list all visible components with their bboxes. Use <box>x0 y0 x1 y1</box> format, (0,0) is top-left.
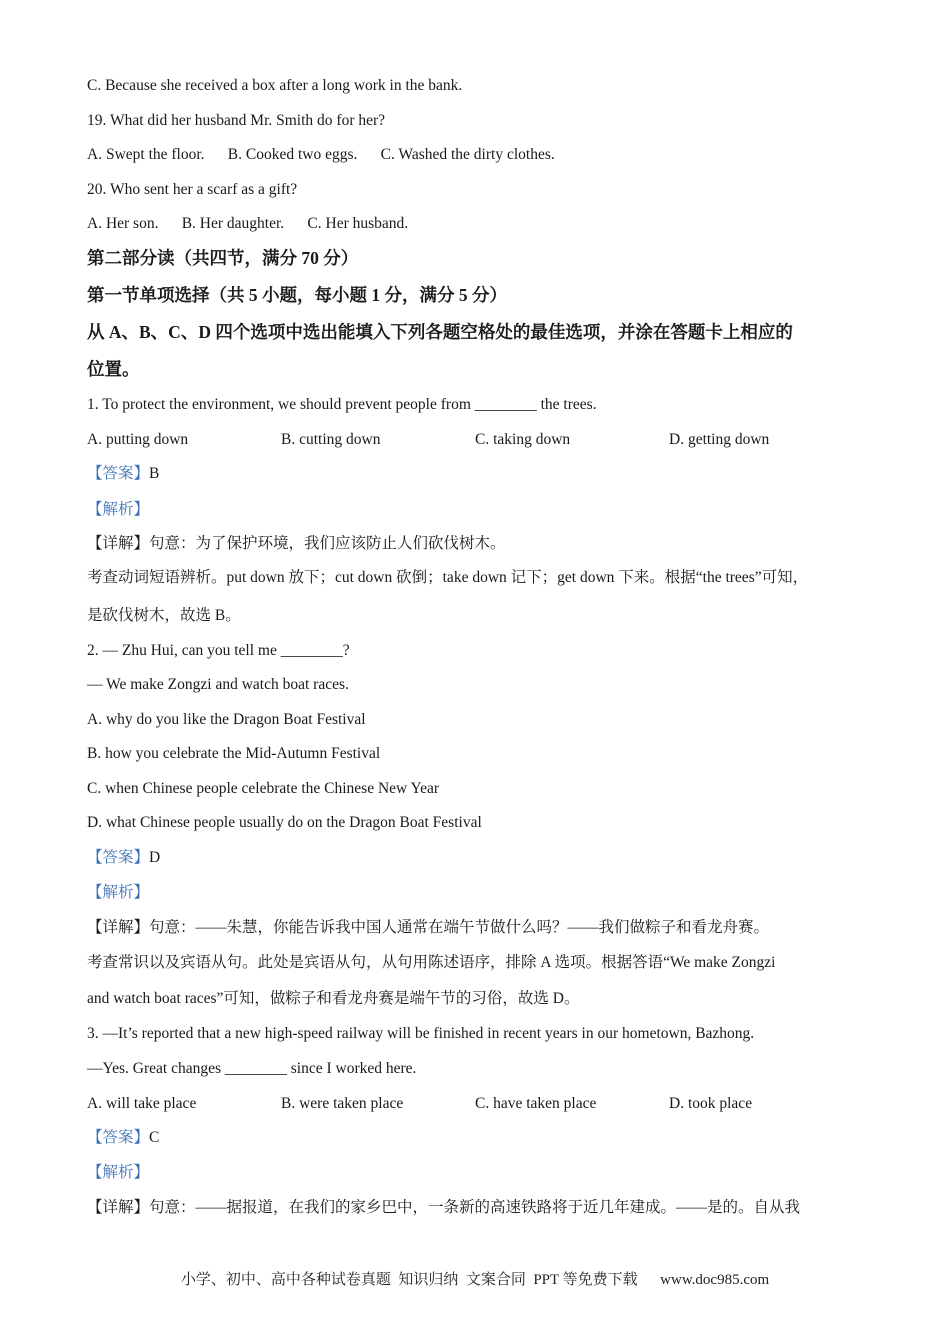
answer-tag: 【答案】 <box>87 465 150 482</box>
detail-2 <box>87 918 769 938</box>
answer-value: C <box>149 1129 160 1146</box>
detail-text: 句意：为了保护环境，我们应该防止人们砍伐树木。 <box>149 535 506 552</box>
detail-text: 句意：——据报道，在我们的家乡巴中，一条新的高速铁路将于近几年建成。——是的。自从我 <box>149 1199 801 1216</box>
question-3: 3. —It’s reported that a new high-speed railway will be finished in recent years in our hometown, Bazhong. <box>87 1025 755 1042</box>
answer-tag: 【答案】 <box>87 849 150 866</box>
explanation-1b: 是砍伐树木，故选 B。 <box>87 607 241 624</box>
question-19: 19. What did her husband Mr. Smith do for her? <box>87 112 386 129</box>
part-two-heading: 第二部分读（共四节，满分 70 分） <box>87 248 359 268</box>
detail-tag: 【详解】 <box>87 535 150 552</box>
q3-option-d: D. took place <box>669 1095 753 1112</box>
q20-options: A. Her son. B. Her daughter. C. Her husband. <box>87 215 409 232</box>
q2-option-a: A. why do you like the Dragon Boat Festival <box>87 711 366 728</box>
explanation-2a: 考查常识以及宾语从句。此处是宾语从句，从句用陈述语序，排除 A 选项。根据答语“We make Zongzi <box>87 954 776 971</box>
explanation-1a: 考查动词短语辨析。put down 放下；cut down 砍倒；take down 记下；get down 下来。根据“the trees”可知， <box>87 569 809 586</box>
answer-value: B <box>149 465 160 482</box>
instruction-line-1: 从 A、B、C、D 四个选项中选出能填入下列各题空格处的最佳选项，并涂在答题卡上相应的 <box>87 322 793 342</box>
analysis-tag-2: 【解析】 <box>87 884 150 901</box>
q19-options: A. Swept the floor. B. Cooked two eggs. C. Washed the dirty clothes. <box>87 146 555 163</box>
detail-tag: 【详解】 <box>87 1199 150 1216</box>
answer-tag: 【答案】 <box>87 1129 150 1146</box>
answer-2 <box>87 848 160 868</box>
question-2: 2. — Zhu Hui, can you tell me ________? <box>87 642 350 659</box>
detail-1 <box>87 534 506 554</box>
detail-3 <box>87 1198 800 1218</box>
q18-option-c: C. Because she received a box after a long work in the bank. <box>87 77 463 94</box>
answer-value: D <box>149 849 161 866</box>
q3-option-b: B. were taken place <box>281 1095 404 1112</box>
page-footer: 小学、初中、高中各种试卷真题 知识归纳 文案合同 PPT 等免费下载 www.doc985.com <box>180 1272 770 1288</box>
question-2-reply: — We make Zongzi and watch boat races. <box>87 676 349 693</box>
q2-option-d: D. what Chinese people usually do on the Dragon Boat Festival <box>87 814 482 831</box>
answer-3 <box>87 1128 159 1148</box>
explanation-2b: and watch boat races”可知，做粽子和看龙舟赛是端午节的习俗，故选 D。 <box>87 990 580 1007</box>
q3-option-a: A. will take place <box>87 1095 197 1112</box>
q1-option-a: A. putting down <box>87 431 189 448</box>
q3-option-c: C. have taken place <box>475 1095 597 1112</box>
answer-1 <box>87 464 159 484</box>
analysis-tag-1: 【解析】 <box>87 501 150 518</box>
question-20: 20. Who sent her a scarf as a gift? <box>87 181 298 198</box>
q2-option-c: C. when Chinese people celebrate the Chinese New Year <box>87 780 440 797</box>
instruction-line-2: 位置。 <box>87 359 140 379</box>
question-1: 1. To protect the environment, we should prevent people from ________ the trees. <box>87 396 597 413</box>
q2-option-b: B. how you celebrate the Mid-Autumn Festival <box>87 745 381 762</box>
question-3-reply: —Yes. Great changes ________ since I worked here. <box>87 1060 417 1077</box>
section-one-heading: 第一节单项选择（共 5 小题，每小题 1 分，满分 5 分） <box>87 285 507 305</box>
q1-option-b: B. cutting down <box>281 431 381 448</box>
analysis-tag-3: 【解析】 <box>87 1164 150 1181</box>
detail-tag: 【详解】 <box>87 919 150 936</box>
detail-text: 句意：——朱慧，你能告诉我中国人通常在端午节做什么吗？——我们做粽子和看龙舟赛。 <box>149 919 770 936</box>
q1-option-d: D. getting down <box>669 431 770 448</box>
q1-option-c: C. taking down <box>475 431 571 448</box>
